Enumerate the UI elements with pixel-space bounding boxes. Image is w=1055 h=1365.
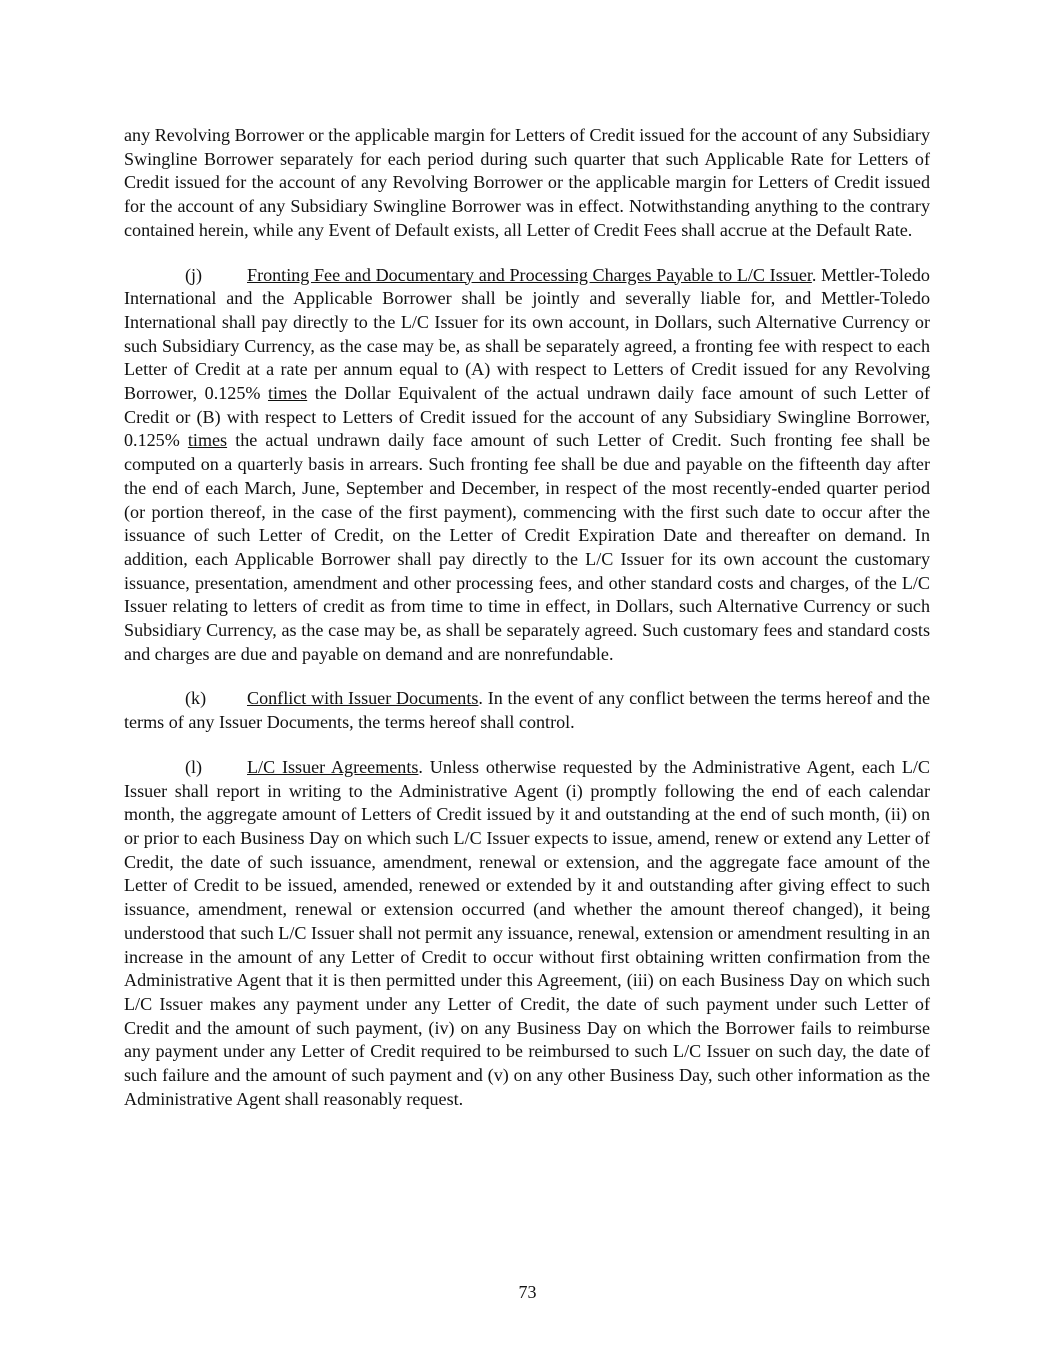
paragraph-j-body-2: the Dollar Equivalent of the actual undrawn daily face amount of such Letter of Credit or (B) with respect to Letters of Credit issued for the account of any Subsidiary Swingline Borrower, 0.125%	[124, 383, 930, 451]
document-page	[124, 124, 930, 1132]
paragraph-l	[124, 756, 930, 1112]
paragraph-k-body: . In the event of any conflict between the terms hereof and the terms of any Issuer Documents, the terms hereof shall control.	[124, 688, 930, 733]
paragraph-k-heading: Conflict with Issuer Documents	[247, 688, 479, 709]
paragraph-continuation: any Revolving Borrower or the applicable margin for Letters of Credit issued for the account of any Subsidiary Swingline Borrower separately for each period during such quarter that such Applicable Rate for Letters of Credit issued for the account of any Revolving Borrower or the applicable margin for Letters of Credit issued for the account of any Subsidiary Swingline Borrower was in effect. Notwithstanding anything to the contrary contained herein, while any Event of Default exists, all Letter of Credit Fees shall accrue at the Default Rate.	[124, 125, 930, 240]
paragraph-j-heading: Fronting Fee and Documentary and Processing Charges Payable to L/C Issuer	[247, 264, 812, 285]
paragraph-j-times-1: times	[267, 383, 308, 404]
page-number: 73	[518, 1282, 537, 1302]
paragraph-j-body-1: . Mettler-Toledo International and the Applicable Borrower shall be jointly and severally liable for, and Mettler-Toledo International shall pay directly to the L/C Issuer for its own account, in Dollars, such Alternative Currency or such Subsidiary Currency, as the case may be, as shall be separately agreed, a fronting fee with respect to each Letter of Credit at a rate per annum equal to (A) with respect to Letters of Credit issued for any Revolving Borrower, 0.125%	[124, 264, 930, 404]
paragraph-j-times-2: times	[187, 430, 228, 451]
paragraph-k-label: (k)	[185, 688, 207, 709]
paragraph-l-label: (l)	[185, 756, 203, 777]
paragraph-j-body-3: the actual undrawn daily face amount of such Letter of Credit. Such fronting fee shall be computed on a quarterly basis in arrears. Such fronting fee shall be due and payable on the fifteenth day after the end of each March, June, September and December, in respect of the most recently-ended quarter period (or portion thereof, in the case of the first payment), commencing with the first such date to occur after the issuance of such Letter of Credit, on the Letter of Credit Expiration Date and thereafter on demand. In addition, each Applicable Borrower shall pay directly to the L/C Issuer for its own account the customary issuance, presentation, amendment and other processing fees, and other standard costs and charges, of the L/C Issuer relating to letters of credit as from time to time in effect, in Dollars, such Alternative Currency or such Subsidiary Currency, as the case may be, as shall be separately agreed. Such customary fees and standard costs and charges are due and payable on demand and are nonrefundable.	[124, 430, 930, 664]
paragraph-k	[124, 687, 930, 734]
paragraph-l-body: . Unless otherwise requested by the Administrative Agent, each L/C Issuer shall report in writing to the Administrative Agent (i) promptly following the end of each calendar month, the aggregate amount of Letters of Credit issued by it and outstanding at the end of such month, (ii) on or prior to each Business Day on which such L/C Issuer expects to issue, amend, renew or extend any Letter of Credit, the date of such issuance, amendment, renewal or extension, and the aggregate face amount of the Letter of Credit to be issued, amended, renewed or extended by it and outstanding after giving effect to such issuance, amendment, renewal or extension occurred (and whether the amount thereof changed), it being understood that such L/C Issuer shall not permit any issuance, renewal, extension or amendment resulting in an increase in the amount of any Letter of Credit to occur without first obtaining written confirmation from the Administrative Agent that it is then permitted under this Agreement, (iii) on each Business Day on which such L/C Issuer makes any payment under any Letter of Credit, the date of such payment under such Letter of Credit and the amount of such payment, (iv) on any Business Day on which the Borrower fails to reimburse any payment under any Letter of Credit required to be reimbursed to such L/C Issuer on such day, the date of such failure and the amount of such payment and (v) on any other Business Day, such other information as the Administrative Agent shall reasonably request.	[124, 756, 931, 1109]
paragraph-j-label: (j)	[185, 264, 203, 285]
paragraph-j	[124, 264, 930, 667]
paragraph-l-heading: L/C Issuer Agreements	[247, 756, 419, 777]
